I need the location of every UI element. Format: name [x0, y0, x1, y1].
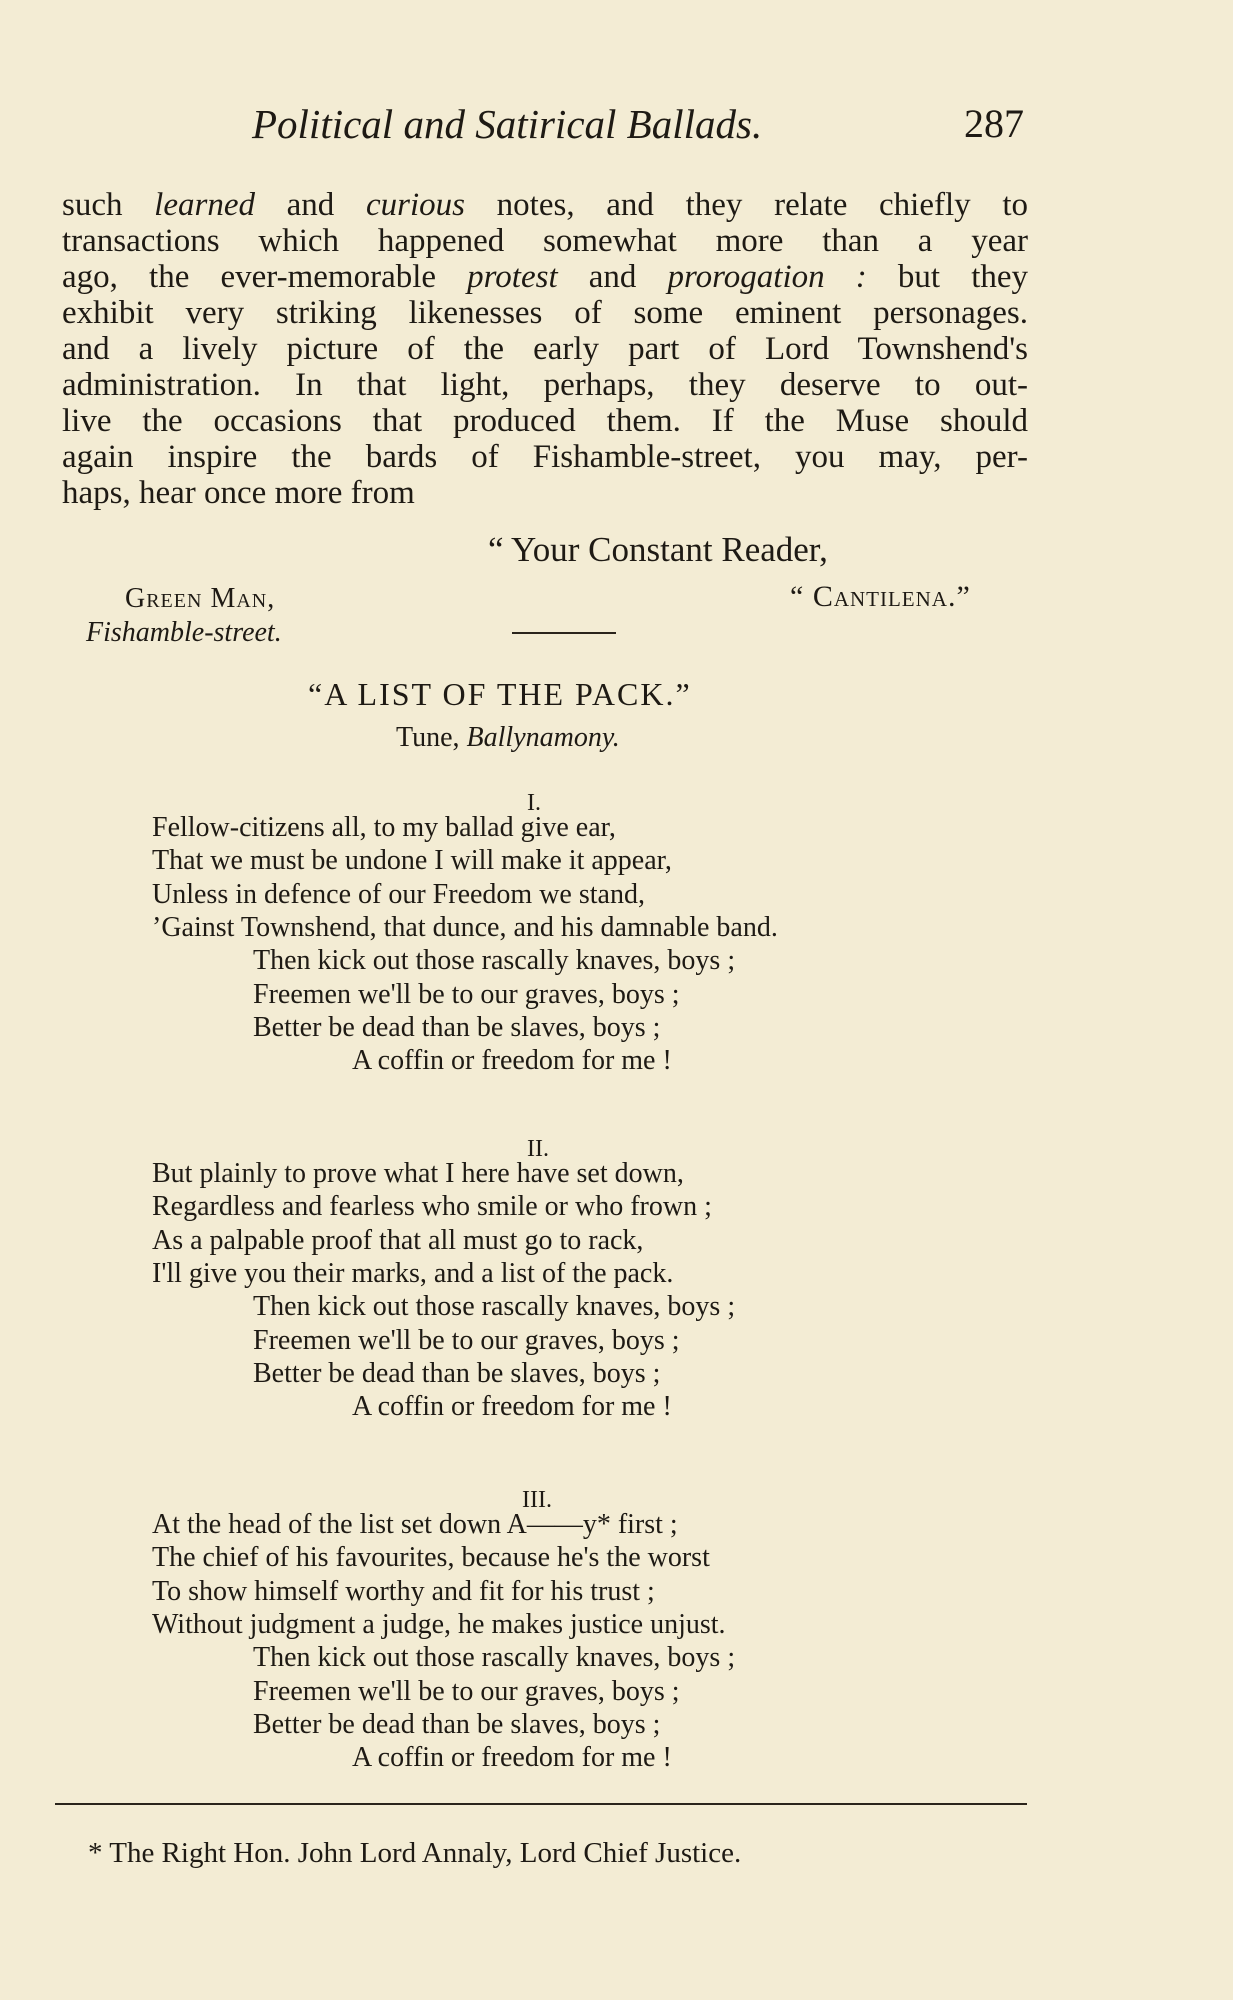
- signature-closing: “ Your Constant Reader,: [488, 530, 828, 569]
- prose-line: [62, 331, 1028, 367]
- verse-line: But plainly to prove what I here have set down,: [152, 1158, 684, 1189]
- verse-line: At the head of the list set down A——y* first ;: [152, 1509, 678, 1540]
- signature-street: Fishamble-street.: [86, 617, 282, 648]
- chorus-line: Better be dead than be slaves, boys ;: [253, 1708, 661, 1740]
- verse-line: That we must be undone I will make it appear,: [152, 845, 672, 877]
- prose-italic-run: protest: [467, 259, 558, 295]
- prose-italic-run: learned: [154, 187, 255, 223]
- page-number: 287: [964, 101, 1024, 146]
- verse-line: Unless in defence of our Freedom we stand,: [152, 878, 645, 910]
- prose-run: again inspire the bards of Fishamble-street, you may, per-: [62, 439, 1028, 475]
- chorus-line: Better be dead than be slaves, boys ;: [253, 1011, 661, 1043]
- verse-line: The chief of his favourites, because he's the worst: [152, 1542, 710, 1574]
- prose-paragraph: [62, 187, 1028, 511]
- prose-line: [62, 223, 1028, 259]
- prose-run: haps, hear once more from: [62, 475, 415, 511]
- prose-run: but they: [866, 259, 1029, 295]
- running-header-title: Political and Satirical Ballads.: [252, 101, 763, 147]
- tune-name: Ballynamony.: [466, 722, 620, 753]
- prose-run: live the occasions that produced them. If the Muse should: [62, 403, 1028, 439]
- prose-italic-run: curious: [366, 187, 465, 223]
- prose-run: and: [254, 187, 366, 223]
- signature-pseudonym: “ Cantilena.”: [790, 580, 971, 613]
- ballad-title: “A LIST OF THE PACK.”: [308, 676, 692, 712]
- verse-line: ’Gainst Townshend, that dunce, and his damnable band.: [152, 911, 778, 943]
- chorus-line: Freemen we'll be to our graves, boys ;: [253, 1324, 680, 1356]
- prose-line: [62, 439, 1028, 475]
- prose-italic-run: prorogation :: [667, 259, 867, 295]
- verse-line: Fellow-citizens all, to my ballad give ear,: [152, 812, 616, 843]
- chorus-line: Then kick out those rascally knaves, boys ;: [253, 945, 736, 977]
- chorus-line: A coffin or freedom for me !: [352, 1391, 672, 1423]
- signature-rule: [512, 632, 616, 634]
- prose-run: such: [62, 187, 155, 223]
- verse-line: As a palpable proof that all must go to rack,: [152, 1224, 644, 1256]
- tune-prefix: Tune,: [396, 722, 467, 753]
- ballad-tune: [396, 722, 620, 754]
- verse-line: Without judgment a judge, he makes justice unjust.: [152, 1608, 726, 1640]
- verse-line: To show himself worthy and fit for his trust ;: [152, 1575, 655, 1607]
- prose-line: [62, 295, 1028, 331]
- verse-line: Regardless and fearless who smile or who frown ;: [152, 1191, 712, 1223]
- verse-line: I'll give you their marks, and a list of the pack.: [152, 1257, 674, 1289]
- stanza-number: I.: [527, 790, 541, 816]
- chorus-line: Better be dead than be slaves, boys ;: [253, 1357, 661, 1389]
- prose-run: notes, and they relate chiefly to: [465, 187, 1028, 223]
- prose-line: [62, 403, 1028, 439]
- prose-line: [62, 367, 1028, 403]
- prose-run: exhibit very striking likenesses of some eminent personages.: [62, 295, 1028, 331]
- prose-run: administration. In that light, perhaps, they deserve to out-: [62, 367, 1028, 403]
- chorus-line: Then kick out those rascally knaves, boys ;: [253, 1642, 736, 1674]
- chorus-line: A coffin or freedom for me !: [352, 1045, 672, 1077]
- footnote: * The Right Hon. John Lord Annaly, Lord Chief Justice.: [88, 1837, 742, 1869]
- footnote-rule: [55, 1803, 1027, 1805]
- chorus-line: Freemen we'll be to our graves, boys ;: [253, 978, 680, 1010]
- signature-place: Green Man,: [125, 583, 276, 614]
- prose-run: and a lively picture of the early part of Lord Townshend's: [62, 331, 1028, 367]
- chorus-line: A coffin or freedom for me !: [352, 1742, 672, 1774]
- prose-line: [62, 259, 1028, 295]
- stanza-number: III.: [522, 1487, 552, 1513]
- prose-run: and: [557, 259, 668, 295]
- prose-line: [62, 187, 1028, 223]
- prose-run: ago, the ever-memorable: [62, 259, 468, 295]
- chorus-line: Then kick out those rascally knaves, boys ;: [253, 1291, 736, 1323]
- prose-line: [62, 475, 1028, 511]
- chorus-line: Freemen we'll be to our graves, boys ;: [253, 1675, 680, 1707]
- stanza-number: II.: [527, 1136, 549, 1162]
- prose-run: transactions which happened somewhat more than a year: [62, 223, 1028, 259]
